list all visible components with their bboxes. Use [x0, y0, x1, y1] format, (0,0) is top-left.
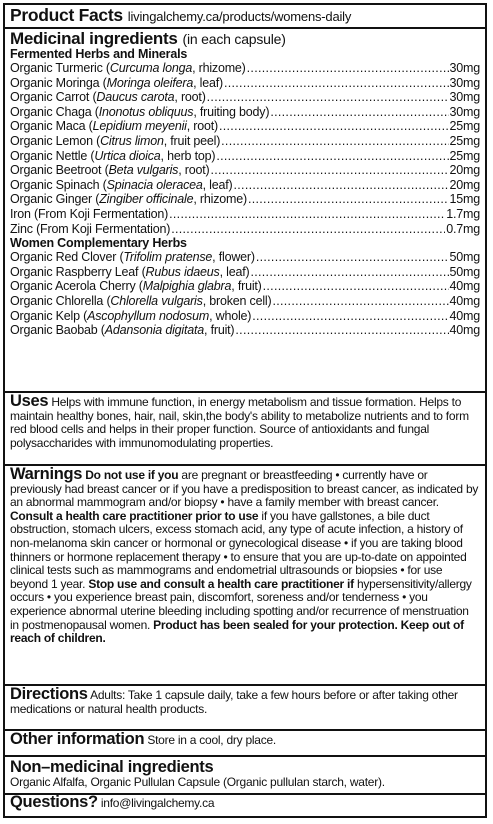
ingredient-name — [10, 279, 262, 294]
ingredient-latin-name: Ascophyllum nodosum — [87, 308, 210, 323]
ingredient-name — [10, 309, 251, 324]
warnings-text-1: are pregnant or breastfeeding • currently have or previously had breast cancer or if you have a predisposition to breast cancer, as indicated by an abnormal mammogram and/or biopsy • have a family member with breast cancer. — [10, 468, 479, 510]
ingredient-amount: 40mg — [449, 293, 480, 308]
ingredient-row — [10, 309, 480, 324]
ingredient-amount: 1.7mg — [446, 206, 480, 221]
directions-title: Directions — [10, 685, 88, 703]
dot-leader — [256, 250, 449, 265]
ingredient-latin-name: Lepidium meyenii — [92, 119, 187, 134]
ingredient-part: , herb top) — [160, 148, 216, 163]
uses-text: Helps with immune function, in energy metabolism and tissue formation. Helps to maintain healthy bones, hair, nail, skin,the body's ability to metabolize nutrients and to form red blood cells and helps in their proper function. Source of antioxidants and fungal polysaccharides with immunomodulating properties. — [10, 395, 469, 450]
ingredient-common-name: Organic Raspberry Leaf ( — [10, 264, 146, 279]
ingredient-amount: 30mg — [449, 104, 480, 119]
ingredient-common-name: Organic Carrot ( — [10, 90, 97, 105]
ingredient-row — [10, 178, 480, 193]
warnings-section — [5, 464, 485, 684]
dot-leader — [221, 134, 448, 149]
ingredient-common-name: Organic Kelp ( — [10, 308, 88, 323]
ingredient-latin-name: Citrus limon — [100, 133, 164, 148]
ingredient-common-name: Organic Ginger ( — [10, 192, 100, 207]
ingredient-row — [10, 323, 480, 338]
ingredient-group-heading: Fermented Herbs and Minerals — [10, 47, 188, 61]
ingredient-row — [10, 294, 480, 309]
ingredient-common-name: Organic Chlorella ( — [10, 293, 111, 308]
ingredient-name — [10, 294, 271, 309]
questions-section — [5, 793, 485, 816]
ingredient-common-name: Organic Nettle ( — [10, 148, 95, 163]
ingredient-common-name: Iron (From Koji Fermentation) — [10, 206, 169, 221]
ingredient-part: , rhizome) — [192, 61, 246, 75]
ingredient-common-name: Organic Baobab ( — [10, 323, 105, 338]
ingredient-latin-name: Moringa oleifera — [106, 75, 194, 90]
dot-leader — [248, 192, 449, 207]
ingredient-common-name: Organic Spinach ( — [10, 177, 107, 192]
ingredient-name — [10, 250, 255, 265]
warnings-consult: Consult a health care practitioner prior to use — [10, 508, 259, 523]
ingredient-amount: 15mg — [449, 192, 480, 207]
dot-leader — [235, 323, 448, 338]
ingredient-common-name: Organic Maca ( — [10, 119, 93, 134]
ingredient-row — [10, 134, 480, 149]
ingredient-latin-name: Curcuma longa — [109, 61, 193, 75]
ingredient-name — [10, 192, 247, 207]
ingredient-row — [10, 207, 480, 222]
ingredient-common-name: Organic Chaga ( — [10, 104, 99, 119]
other-info-section — [5, 729, 485, 755]
ingredient-part: , root) — [174, 90, 206, 105]
warnings-title: Warnings — [10, 465, 83, 483]
dot-leader — [263, 279, 449, 294]
dot-leader — [169, 207, 445, 222]
product-facts-panel — [3, 3, 487, 818]
ingredient-latin-name: Inonotus obliquus — [98, 104, 194, 119]
ingredient-row — [10, 192, 480, 207]
ingredient-common-name: Organic Moringa ( — [10, 75, 107, 90]
ingredient-common-name: Zinc (From Koji Fermentation) — [10, 221, 171, 236]
dot-leader — [247, 61, 449, 76]
ingredient-latin-name: Adansonia digitata — [104, 323, 205, 338]
ingredient-latin-name: Rubus idaeus — [145, 264, 220, 279]
ingredient-row — [10, 250, 480, 265]
ingredient-name — [10, 105, 269, 120]
contact-email[interactable]: info@livingalchemy.ca — [100, 796, 215, 810]
ingredient-row — [10, 105, 480, 120]
ingredient-name — [10, 134, 220, 149]
ingredient-name — [10, 222, 170, 237]
ingredient-part: , fruit) — [204, 323, 235, 338]
dot-leader — [224, 76, 449, 91]
directions-text: Adults: Take 1 capsule daily, take a few hours before or after taking other medications or natural health products. — [10, 688, 458, 716]
ingredient-name — [10, 90, 206, 105]
ingredient-latin-name: Chlorella vulgaris — [110, 293, 203, 308]
ingredient-name — [10, 323, 234, 338]
ingredient-name — [10, 178, 233, 193]
ingredient-latin-name: Zingiber officinale — [99, 192, 194, 207]
ingredient-amount: 30mg — [449, 75, 480, 90]
ingredient-latin-name: Daucus carota — [96, 90, 175, 105]
warnings-sealed: Product has been sealed for your protection. Keep out of reach of children. — [10, 617, 464, 646]
facts-header — [5, 5, 485, 27]
warnings-stop-use: Stop use and consult a health care practitioner if — [88, 576, 354, 591]
warnings-do-not-use: Do not use if you — [85, 468, 179, 482]
ingredient-row — [10, 279, 480, 294]
ingredient-latin-name: Urtica dioica — [94, 148, 161, 163]
warnings-text-2: if you have gallstones, a bile duct obstruction, stomach ulcers, excess stomach acid, any type of acute infection, a history of non-melanoma skin cancer or hormonal or gynecological disease • if you are taking blood thinners or hormone replacement therapy • to ensure that you are up-to-date on appointed clinical tests such as mammograms and endometrial ultrasounds or biopsies • for use beyond 1 year. — [10, 508, 467, 591]
questions-title: Questions? — [10, 793, 98, 811]
ingredient-part: , leaf) — [219, 264, 250, 279]
ingredient-common-name: Organic Red Clover ( — [10, 250, 124, 265]
facts-title: Product Facts — [10, 5, 123, 25]
ingredient-amount: 20mg — [449, 177, 480, 192]
ingredient-groups — [10, 47, 480, 338]
ingredient-part: , rhizome) — [193, 192, 247, 207]
medicinal-section — [5, 27, 485, 391]
ingredient-row — [10, 90, 480, 105]
ingredient-amount: 0.7mg — [446, 221, 480, 236]
ingredient-name — [10, 265, 249, 280]
dot-leader — [216, 149, 448, 164]
ingredient-row — [10, 61, 480, 76]
ingredient-part: , fruit peel) — [163, 133, 221, 148]
ingredient-row — [10, 149, 480, 164]
ingredient-row — [10, 265, 480, 280]
ingredient-name — [10, 119, 218, 134]
non-medicinal-text: Organic Alfalfa, Organic Pullulan Capsule (Organic pullulan starch, water). — [10, 775, 385, 789]
ingredient-amount: 30mg — [449, 90, 480, 105]
dot-leader — [219, 119, 449, 134]
uses-title: Uses — [10, 392, 49, 410]
ingredient-part: , flower) — [212, 250, 255, 265]
ingredient-name — [10, 207, 168, 222]
ingredient-amount: 40mg — [449, 323, 480, 338]
ingredient-name — [10, 61, 246, 76]
ingredient-common-name: Organic Acerola Cherry ( — [10, 279, 143, 294]
product-url: livingalchemy.ca/products/womens-daily — [127, 9, 352, 24]
ingredient-part: , leaf) — [202, 177, 233, 192]
medicinal-subtitle: (in each capsule) — [182, 31, 286, 47]
ingredient-amount: 50mg — [449, 250, 480, 265]
ingredient-amount: 20mg — [449, 163, 480, 178]
uses-section — [5, 391, 485, 464]
directions-section — [5, 684, 485, 729]
dot-leader — [207, 90, 449, 105]
ingredient-amount: 30mg — [449, 61, 480, 75]
non-medicinal-title: Non–medicinal ingredients — [10, 758, 214, 776]
ingredient-part: , whole) — [209, 308, 252, 323]
ingredient-amount: 40mg — [449, 308, 480, 323]
ingredient-part: , leaf) — [193, 75, 223, 90]
dot-leader — [272, 294, 448, 309]
ingredient-amount: 50mg — [449, 264, 480, 279]
non-medicinal-section — [5, 755, 485, 793]
ingredient-part: , fruit) — [231, 279, 262, 294]
dot-leader — [210, 163, 448, 178]
ingredient-latin-name: Trifolim pratense — [123, 250, 213, 265]
dot-leader — [250, 265, 448, 280]
other-info-title: Other information — [10, 730, 145, 748]
ingredient-amount: 25mg — [449, 119, 480, 134]
ingredient-common-name: Organic Lemon ( — [10, 133, 101, 148]
ingredient-name — [10, 149, 215, 164]
ingredient-row — [10, 76, 480, 91]
warnings-text-3: hypersensitivity/allergy occurs • you experience breast pain, discomfort, soreness and/or tenderness • you experience abnormal uterine bleeding including spotting and/or recurrence of menstruation in postmenopausal women. — [10, 576, 472, 632]
ingredient-part: , root) — [178, 163, 210, 178]
ingredient-common-name: Organic Beetroot ( — [10, 163, 109, 178]
dot-leader — [252, 309, 448, 324]
ingredient-common-name: Organic Turmeric ( — [10, 61, 110, 75]
medicinal-title: Medicinal ingredients — [10, 29, 178, 48]
ingredient-amount: 25mg — [449, 148, 480, 163]
ingredient-row — [10, 163, 480, 178]
ingredient-part: , fruiting body) — [193, 104, 270, 119]
ingredient-part: , root) — [186, 119, 218, 134]
dot-leader — [234, 178, 449, 193]
dot-leader — [171, 222, 445, 237]
ingredient-name — [10, 163, 209, 178]
ingredient-group-heading: Women Complementary Herbs — [10, 236, 187, 251]
ingredient-latin-name: Malpighia glabra — [142, 279, 232, 294]
dot-leader — [270, 105, 448, 120]
ingredient-latin-name: Beta vulgaris — [108, 163, 179, 178]
ingredient-name — [10, 76, 223, 91]
ingredient-amount: 40mg — [449, 279, 480, 294]
other-info-text: Store in a cool, dry place. — [147, 733, 276, 747]
ingredient-latin-name: Spinacia oleracea — [106, 177, 203, 192]
ingredient-row — [10, 119, 480, 134]
ingredient-row — [10, 222, 480, 237]
ingredient-part: , broken cell) — [202, 293, 272, 308]
ingredient-amount: 25mg — [449, 133, 480, 148]
